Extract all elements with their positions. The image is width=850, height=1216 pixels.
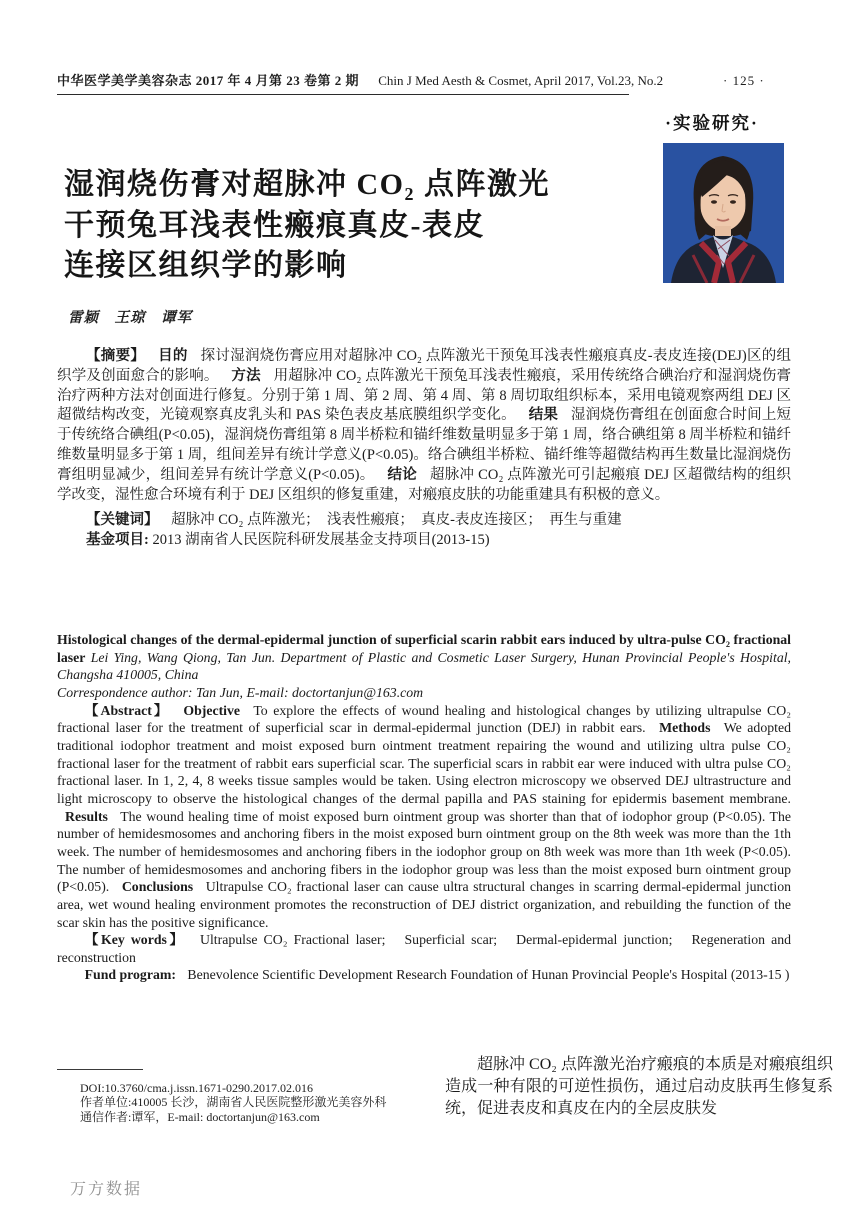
conclusion-cn-label: 结论	[387, 466, 418, 483]
footnote-divider	[57, 1069, 143, 1070]
authors-en: Lei Ying, Wang Qiong, Tan Jun. Department of Plastic and Cosmetic Laser Surgery, Hunan Provincial People's Hospital, Changsha 410005, China	[57, 649, 791, 683]
article-title-line-1: 湿润烧伤膏对超脉冲 CO₂ 点阵激光	[64, 168, 550, 201]
fund-en-line	[57, 966, 791, 984]
correspondence-cn-line: 通信作者:谭军，E-mail: doctortanjun@163.com	[80, 1109, 320, 1124]
footnote-block	[80, 1081, 440, 1124]
results-en-text: The wound healing time of moist exposed burn ointment group was shorter than that of iodophor group (P<0.05). The number of hemidesmosomes and anchoring fibers in the moist exposed burn ointment group on the 8th week was more than the 1th week. The number of hemidesmosomes and anchoring fibers in the iodophor group on 8th week was more than 1th week (P<0.05). The number of hemidesmosomes and anchoring fibers in the iodophor group was less than the moist exposed burn ointment group (P<0.05).	[57, 808, 791, 895]
methods-cn-label: 方法	[231, 367, 261, 384]
author-photo	[663, 143, 784, 283]
page-number: · 125 ·	[723, 73, 765, 88]
fund-cn-line	[57, 531, 791, 551]
abstract-cn-label: 【摘要】	[86, 348, 146, 364]
fund-en-text: Benevolence Scientific Development Research Foundation of Hunan Provincial People's Hospital (2013-15 )	[187, 967, 790, 983]
conclusion-cn-text: 超脉冲 CO₂ 点阵激光可引起瘢痕 DEJ 区超微结构的组织学改变，湿性愈合环境有利于 DEJ 区组织的修复重建，对瘢痕皮肤的功能重建具有积极的意义。	[57, 466, 792, 503]
methods-en-text: We adopted traditional iodophor treatment and moist exposed burn ointment treatment repairing the wound and utilizing ultra pulse CO₂ fractional laser for the treatment of rabbit ears superficial scar. The superficial scars in rabbit ear were induced with ultra pulse CO₂ fractional laser. In 1, 2, 4, 8 weeks tissue samples would be taken. Using electron microscopy we observed DEJ ultrastructure and light microscopy to observe the histological changes of the dermal papilla and PAS staining for epidermis basement membrane.	[57, 720, 791, 806]
journal-title-en: Chin J Med Aesth & Cosmet, April 2017, Vol.23, No.2	[378, 73, 664, 88]
conclusions-en-text: Ultrapulse CO₂ fractional laser can cause ultra structural changes in scarring dermal-epidermal junction area, wet wound healing environment promotes the reconstruction of DEJ district organization, and rebuilding the function of the scar skin has the positive significance.	[57, 879, 791, 930]
article-title-line-2: 干预兔耳浅表性瘢痕真皮-表皮	[64, 208, 485, 242]
section-badge: ·实验研究·	[665, 113, 759, 133]
fund-cn-label: 基金项目:	[86, 532, 149, 549]
body-right-column	[445, 1054, 833, 1120]
abstract-cn-paragraph	[57, 347, 791, 505]
wanfang-watermark: 万方数据	[70, 1181, 143, 1198]
objective-cn-label: 目的	[158, 348, 188, 364]
abstract-cn-block	[57, 347, 791, 551]
authors-cn: 雷颖 王琼 谭军	[68, 310, 192, 326]
journal-header-rule	[57, 70, 664, 95]
results-en-label: Results	[65, 808, 108, 824]
results-cn-label: 结果	[528, 407, 559, 424]
methods-cn-text: 用超脉冲 CO₂ 点阵激光干预兔耳浅表性瘢痕，采用传统络合碘治疗和湿润烧伤膏治疗两种方法对创面进行修复。分别于第 1 周、第 2 周、第 4 周、第 8 周切取组织标本，采用电镜观察两组 DEJ 区超微结构改变，光镜观察真皮乳头和 PAS 染色表皮基底膜组织学变化。	[57, 367, 792, 424]
keywords-cn-label: 【关键词】	[86, 512, 159, 529]
article-title	[64, 165, 624, 287]
objective-en-text: To explore the effects of wound healing and histological changes by utilizing ultrapulse CO₂ fractional laser for the treatment of superficial scar in dermal-epidermal junction (DEJ) in rabbit ears.	[57, 702, 792, 736]
journal-title-cn: 中华医学美学美容杂志 2017 年 4 月第 23 卷第 2 期	[57, 73, 360, 88]
abstract-en-label: 【Abstract】	[84, 702, 170, 718]
keywords-en-text: Ultrapulse CO₂ Fractional laser; Superficial scar; Dermal-epidermal junction; Regeneration and reconstruction	[57, 932, 791, 965]
correspondence-en: Correspondence author: Tan Jun, E-mail: doctortanjun@163.com	[57, 684, 424, 700]
fund-en-label: Fund program:	[84, 967, 176, 983]
affiliation-line: 作者单位:410005 长沙，湖南省人民医院整形激光美容外科	[80, 1095, 387, 1110]
abstract-en-paragraph	[57, 702, 791, 932]
body-paragraph: 超脉冲 CO₂ 点阵激光治疗瘢痕的本质是对瘢痕组织造成一种有限的可逆性损伤，通过启动皮肤再生修复系统，促进表皮和真皮在内的全层皮肤发	[445, 1056, 833, 1117]
fund-cn-text: 2013 湖南省人民医院科研发展基金支持项目(2013-15)	[152, 532, 490, 549]
doi-line: DOI:10.3760/cma.j.issn.1671-0290.2017.02.016	[80, 1081, 313, 1095]
keywords-cn-text: 超脉冲 CO₂ 点阵激光； 浅表性瘢痕； 真皮-表皮连接区； 再生与重建	[171, 512, 622, 529]
title-en-paragraph	[57, 631, 791, 684]
objective-cn-text: 探讨湿润烧伤膏应用对超脉冲 CO₂ 点阵激光干预兔耳浅表性瘢痕真皮-表皮连接(DEJ)区的组织学及创面愈合的影响。	[57, 348, 792, 384]
keywords-en-label: 【Key words】	[84, 932, 186, 948]
methods-en-label: Methods	[659, 720, 711, 736]
keywords-en-line	[57, 931, 791, 966]
keywords-cn-line	[57, 511, 791, 531]
conclusions-en-label: Conclusions	[121, 879, 194, 895]
page-header	[57, 70, 765, 95]
article-title-line-3: 连接区组织学的影响	[64, 249, 348, 282]
author-photo-graphic	[663, 143, 784, 283]
objective-en-label: Objective	[183, 702, 241, 718]
results-cn-text: 湿润烧伤膏组在创面愈合时间上短于传统络合碘组(P<0.05)，湿润烧伤膏组第 8 周半桥粒和锚纤维数量明显多于第 1 周，络合碘组第 8 周半桥粒和锚纤维数量明显多于第 1 周，组间差异有统计学意义(P<0.05)。络合碘组半桥粒、锚纤维等超微结构再生数量比湿润烧伤膏组明显减少，组间差异有统计学意义(P<0.05)。	[57, 407, 792, 483]
article-title-en: Histological changes of the dermal-epidermal junction of superficial scarin rabbit ears induced by ultra-pulse CO₂ fractional laser	[57, 632, 791, 665]
abstract-en-block	[57, 631, 791, 984]
